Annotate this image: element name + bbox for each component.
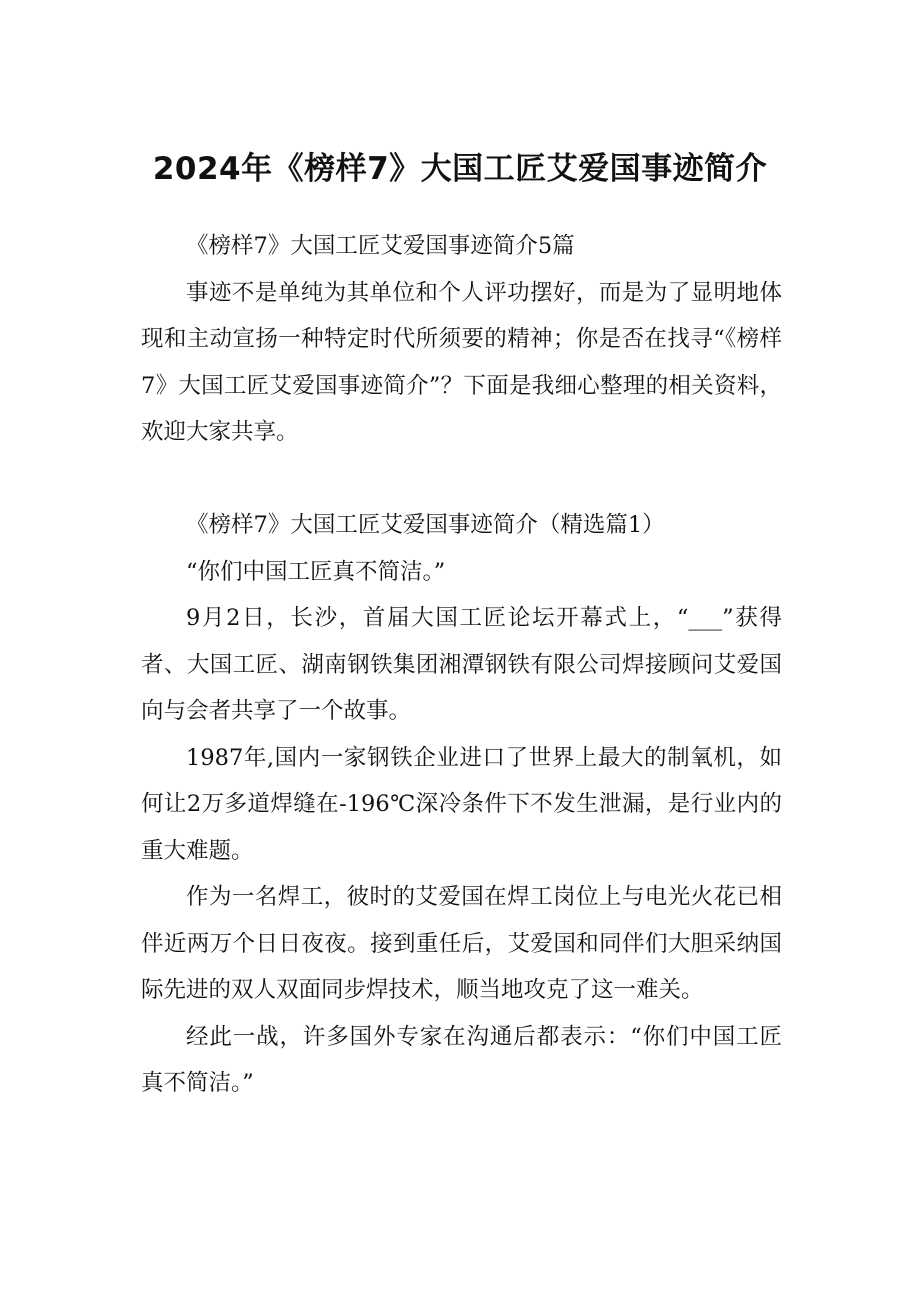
- intro-paragraph: 事迹不是单纯为其单位和个人评功摆好，而是为了显明地体现和主动宣扬一种特定时代所须要的精神；你是否在找寻“《榜样7》大国工匠艾爱国事迹简介”？下面是我细心整理的相关资料，欢迎大家共享。: [141, 279, 782, 445]
- document-title: 2024年《榜样7》大国工匠艾爱国事迹简介: [152, 151, 768, 187]
- section-heading: 《榜样7》大国工匠艾爱国事迹简介（精选篇1）: [186, 512, 665, 538]
- quote-paragraph: “你们中国工匠真不简洁。”: [186, 558, 446, 585]
- body-paragraph: 1987年,国内一家钢铁企业进口了世界上最大的制氧机，如何让2万多道焊缝在-196℃深冷条件下不发生泄漏，是行业内的重大难题。: [141, 744, 782, 864]
- summary-heading: 《榜样7》大国工匠艾爱国事迹简介5篇: [186, 233, 575, 259]
- body-paragraph: 作为一名焊工，彼时的艾爱国在焊工岗位上与电光火花已相伴近两万个日日夜夜。接到重任后，艾爱国和同伴们大胆采纳国际先进的双人双面同步焊技术，顺当地攻克了这一难关。: [141, 884, 782, 1003]
- body-paragraph: 经此一战，许多国外专家在沟通后都表示：“你们中国工匠真不简洁。”: [141, 1023, 782, 1096]
- document-body: [141, 223, 782, 1107]
- body-paragraph: 9月2日，长沙，首届大国工匠论坛开幕式上，“___”获得者、大国工匠、湖南钢铁集团湘潭钢铁有限公司焊接顾问艾爱国向与会者共享了一个故事。: [141, 605, 782, 724]
